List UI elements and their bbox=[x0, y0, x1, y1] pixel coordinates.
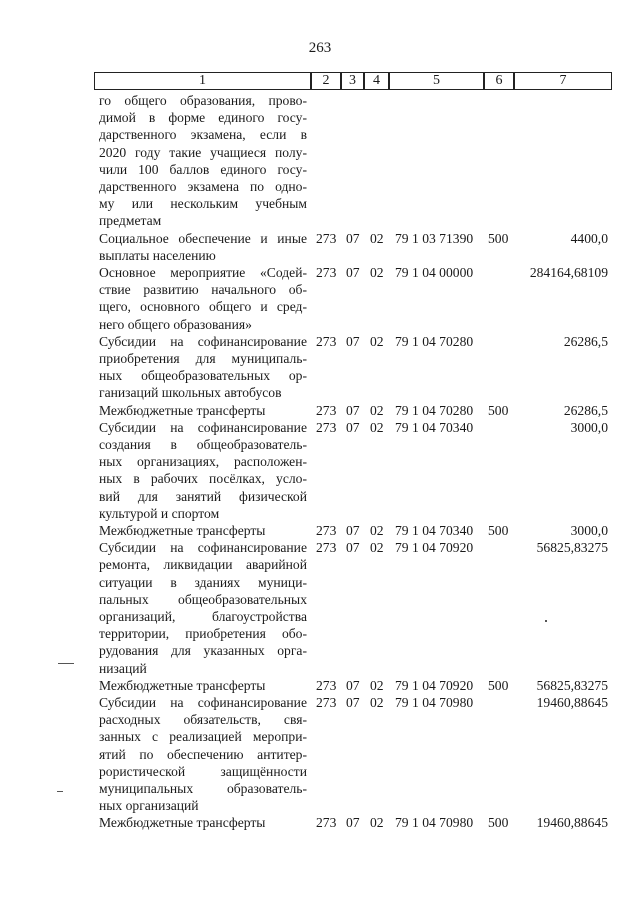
cell-c2: 273 bbox=[316, 677, 337, 693]
row-description-line: муниципальных образователь- bbox=[99, 781, 307, 796]
row-description-line: Межбюджетные трансферты bbox=[99, 523, 266, 538]
header-cell: 3 bbox=[341, 72, 364, 90]
cell-c3: 07 bbox=[346, 419, 360, 435]
cell-c3: 07 bbox=[346, 402, 360, 418]
scan-mark bbox=[58, 663, 74, 664]
row-description-line: расходных обязательств, свя- bbox=[99, 712, 307, 728]
row-description-line: чили 100 баллов единого госу- bbox=[99, 161, 307, 177]
row-description-line: рористической защищённости bbox=[99, 763, 307, 779]
cell-c6: 500 bbox=[488, 815, 509, 831]
cell-c7: 3000,0 bbox=[570, 419, 608, 435]
header-cell: 1 bbox=[94, 72, 311, 90]
cell-c6: 500 bbox=[488, 523, 509, 538]
cell-c6: 500 bbox=[488, 230, 509, 246]
row-description-line: го общего образования, прово- bbox=[99, 93, 307, 108]
cell-c2: 273 bbox=[316, 230, 337, 246]
cell-c3: 07 bbox=[346, 230, 360, 246]
row-description-line: организаций, благоустройства bbox=[99, 609, 307, 624]
row-description-line: выплаты населению bbox=[99, 247, 216, 263]
row-description-line: рудования для указанных орга- bbox=[99, 643, 307, 659]
cell-c5: 79 1 04 70340 bbox=[395, 523, 474, 538]
cell-c3: 07 bbox=[346, 333, 360, 349]
cell-c5: 79 1 04 70280 bbox=[395, 402, 474, 418]
cell-c7: 26286,5 bbox=[563, 402, 608, 418]
cell-c6: 500 bbox=[488, 677, 509, 693]
cell-c3: 07 bbox=[346, 677, 360, 693]
page-number: 263 bbox=[308, 40, 332, 56]
row-description-line: щего, основного общего и сред- bbox=[99, 299, 307, 315]
row-description-line: пальных общеобразовательных bbox=[99, 591, 307, 607]
cell-c2: 273 bbox=[316, 523, 337, 538]
row-description-line: димой в форме единого госу- bbox=[99, 110, 307, 126]
cell-c5: 79 1 04 70980 bbox=[395, 815, 474, 831]
row-description-line: занных с реализацией меропри- bbox=[99, 729, 307, 745]
cell-c4: 02 bbox=[370, 815, 384, 831]
row-description-line: низаций bbox=[99, 660, 147, 676]
cell-c7: 19460,88645 bbox=[536, 815, 608, 831]
cell-c3: 07 bbox=[346, 540, 360, 556]
header-cell: 5 bbox=[389, 72, 484, 90]
row-description-line: Основное мероприятие «Содей- bbox=[99, 265, 307, 280]
cell-c2: 273 bbox=[316, 333, 337, 349]
cell-c7: 4400,0 bbox=[570, 230, 608, 246]
cell-c2: 273 bbox=[316, 402, 337, 418]
row-description-line: ных в рабочих посёлках, усло- bbox=[99, 471, 307, 487]
row-description-line: Субсидии на софинансирование bbox=[99, 333, 307, 349]
cell-c4: 02 bbox=[370, 540, 384, 556]
header-cell: 7 bbox=[514, 72, 612, 90]
cell-c3: 07 bbox=[346, 695, 360, 710]
cell-c2: 273 bbox=[316, 540, 337, 556]
row-description-line: дарственного экзамена, если в bbox=[99, 127, 307, 143]
cell-c4: 02 bbox=[370, 265, 384, 280]
cell-c7: 26286,5 bbox=[563, 333, 608, 349]
cell-c4: 02 bbox=[370, 695, 384, 710]
cell-c2: 273 bbox=[316, 419, 337, 435]
row-description-line: территории, приобретения обо- bbox=[99, 626, 307, 642]
row-description-line: Субсидии на софинансирование bbox=[99, 695, 307, 710]
cell-c5: 79 1 04 00000 bbox=[395, 265, 474, 280]
cell-c2: 273 bbox=[316, 815, 337, 831]
cell-c3: 07 bbox=[346, 523, 360, 538]
row-description-line: Межбюджетные трансферты bbox=[99, 677, 266, 693]
row-description-line: Социальное обеспечение и иные bbox=[99, 230, 307, 246]
cell-c7: 56825,83275 bbox=[536, 677, 608, 693]
cell-c7: 284164,68109 bbox=[529, 265, 608, 280]
row-description-line: му или нескольким учебным bbox=[99, 196, 307, 212]
cell-c2: 273 bbox=[316, 695, 337, 710]
row-description-line: ганизаций школьных автобусов bbox=[99, 385, 282, 401]
row-description-line: вий для занятий физической bbox=[99, 488, 307, 504]
cell-c7: 19460,88645 bbox=[536, 695, 608, 710]
row-description-line: него общего образования» bbox=[99, 316, 252, 332]
cell-c2: 273 bbox=[316, 265, 337, 280]
cell-c3: 07 bbox=[346, 265, 360, 280]
cell-c4: 02 bbox=[370, 402, 384, 418]
scan-mark bbox=[57, 791, 63, 792]
row-description-line: Межбюджетные трансферты bbox=[99, 402, 266, 418]
header-cell: 2 bbox=[311, 72, 341, 90]
row-description-line: ных организациях, расположен- bbox=[99, 454, 307, 470]
cell-c3: 07 bbox=[346, 815, 360, 831]
cell-c4: 02 bbox=[370, 419, 384, 435]
row-description-line: создания в общеобразователь- bbox=[99, 437, 307, 452]
row-description-line: ятий по обеспечению антитер- bbox=[99, 746, 307, 762]
cell-c7: 3000,0 bbox=[570, 523, 608, 538]
cell-c7: 56825,83275 bbox=[536, 540, 608, 556]
cell-c5: 79 1 03 71390 bbox=[395, 230, 474, 246]
row-description-line: культурой и спортом bbox=[99, 505, 220, 521]
row-description-line: ных общеобразовательных ор- bbox=[99, 368, 307, 384]
header-cell: 6 bbox=[484, 72, 514, 90]
row-description-line: 2020 году такие учащиеся полу- bbox=[99, 144, 307, 160]
cell-c5: 79 1 04 70920 bbox=[395, 677, 474, 693]
header-cell: 4 bbox=[364, 72, 389, 90]
row-description-line: Субсидии на софинансирование bbox=[99, 419, 307, 435]
cell-c5: 79 1 04 70280 bbox=[395, 333, 474, 349]
cell-c5: 79 1 04 70980 bbox=[395, 695, 474, 710]
row-description-line: ситуации в зданиях муници- bbox=[99, 574, 307, 590]
row-description-line: предметам bbox=[99, 213, 162, 229]
row-description-line: Межбюджетные трансферты bbox=[99, 815, 266, 831]
cell-c4: 02 bbox=[370, 523, 384, 538]
cell-c5: 79 1 04 70340 bbox=[395, 419, 474, 435]
cell-c4: 02 bbox=[370, 677, 384, 693]
cell-c5: 79 1 04 70920 bbox=[395, 540, 474, 556]
row-description-line: ремонта, ликвидации аварийной bbox=[99, 557, 307, 573]
cell-c4: 02 bbox=[370, 333, 384, 349]
row-description-line: Субсидии на софинансирование bbox=[99, 540, 307, 556]
row-description-line: ствие развитию начального об- bbox=[99, 282, 307, 298]
row-description-line: приобретения для муниципаль- bbox=[99, 351, 307, 366]
cell-c4: 02 bbox=[370, 230, 384, 246]
row-description-line: ных организаций bbox=[99, 798, 199, 814]
cell-c6: 500 bbox=[488, 402, 509, 418]
row-description-line: дарственного экзамена по одно- bbox=[99, 179, 307, 194]
scan-mark bbox=[545, 620, 547, 622]
